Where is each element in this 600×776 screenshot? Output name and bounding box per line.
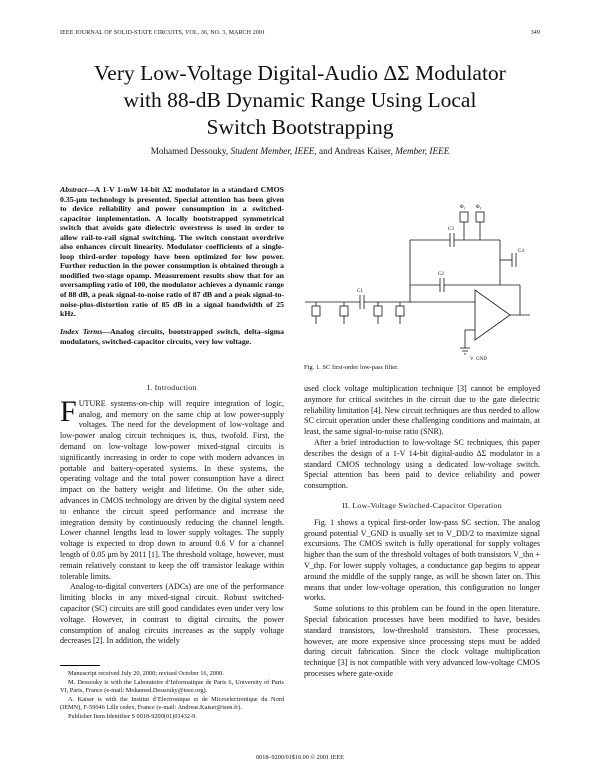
author-name: Andreas Kaiser, [334, 146, 393, 156]
switch-transistor [396, 306, 404, 316]
index-terms-text: Analog circuits, bootstrapped switch, delta–sigma modulators, switched-capacitor circuits, very low voltage. [60, 327, 285, 346]
author-name: Mohamed Dessouky, [150, 146, 229, 156]
label-c1: C1 [357, 289, 363, 294]
switch-transistor [312, 306, 320, 316]
index-terms [60, 327, 284, 346]
label-phi1: Φ₁ [460, 205, 466, 210]
footnote: Manuscript received July 20, 2000; revised October 16, 2000. [68, 670, 224, 677]
circuit-labels [357, 205, 524, 360]
label-c3: C3 [448, 227, 454, 232]
label-c4: C4 [518, 249, 524, 254]
switch-transistor [340, 306, 348, 316]
copyright-line: 0018–9200/01$10.00 © 2001 IEEE [256, 754, 344, 761]
label-c2: C2 [438, 272, 444, 277]
section-heading: I. Introduction [147, 383, 197, 392]
paragraph: Some solutions to this problem can be found in the open literature. Special fabrication processes have been modified to have, besides standard transistors, low-threshold transistors. These processes, however, are more expensive since processing steps must be added during circuit fabrication. Since the clock voltage multiplication technique [3] is not compatible with very advanced low-voltage CMOS processes where gate-oxide [304, 604, 540, 678]
footnote: Publisher Item Identifier S 0018-9200(01)01432-9. [68, 712, 197, 720]
page-number: 349 [530, 30, 540, 36]
author-role: Student Member, IEEE, [230, 146, 317, 156]
paragraph: Fig. 1 shows a typical first-order low-pass SC section. The analog ground potential V_GND is usually set to V_DD/2 to maximize signal excursions. The CMOS switch is fully operational for supply voltages higher than the sum of the threshold voltages of both transistors V_thn + V_thp. For lower supply voltages, a conductance gap begins to appear around the middle of the supply range, as will be shown later on. This means that under low-voltage operation, this configuration no longer works. [304, 517, 540, 603]
author-conjunction: and [319, 146, 333, 156]
footnote-rule [60, 665, 100, 666]
circuit-figure [300, 190, 540, 360]
opamp-symbol [475, 290, 510, 340]
index-terms-label: Index Terms— [60, 327, 111, 336]
paragraph: used clock voltage multiplication technique [3] cannot be employed anymore for critical switches in the circuit due to the gate dielectric reliability limitation [4]. New circuit techniques are thus needed to allow SC circuit operation under these challenging conditions and maintain, at least, the same signal-to-noise ratio (SNR). [304, 384, 540, 437]
abstract [60, 185, 284, 319]
switch-transistor [460, 212, 468, 222]
switch-transistor [476, 212, 484, 222]
label-vgnd: V_GND [470, 357, 487, 360]
title-line: Very Low-Voltage Digital-Audio ΔΣ Modulator [94, 61, 506, 85]
column-right [304, 384, 540, 680]
switch-transistor [374, 306, 382, 316]
author-role: Member, IEEE [395, 146, 450, 156]
column-left [60, 383, 284, 647]
section-heading: II. Low-Voltage Switched-Capacitor Operation [342, 500, 502, 510]
label-phi2: Φ₂ [476, 205, 482, 210]
paper-title [0, 60, 600, 141]
drop-cap: F [60, 394, 77, 428]
abstract-label: Abstract— [60, 185, 95, 194]
footnote: A. Kaiser is with the Institut d’Electronique et de Microelectronique du Nord (IEMN), F-59046 Lille cedex, France (e-mail: Andreas.Kaiser@isen.fr). [60, 695, 284, 712]
title-line: Switch Bootstrapping [206, 115, 394, 139]
paragraph: After a brief introduction to low-voltage SC techniques, this paper describes the design of a 1-V 14-bit digital-audio ΔΣ modulator in a standard CMOS technology using a dedicated low-voltage switch. Special attention has been paid to device reliability and power consumption. [304, 437, 540, 491]
figure-caption: Fig. 1. SC first-order low-pass filter. [304, 364, 399, 371]
abstract-text: A 1-V 1-mW 14-bit ΔΣ modulator in a standard CMOS 0.35-μm technology is presented. Special attention has been given to device reliability and power consumption in a switched-capacitor implementation. A locally bootstrapped symmetrical switch that avoids gate dielectric overstress is used in order to allow rail-to-rail signal switching. The switch constant overdrive also enhances circuit linearity. Modulator coefficients of a single-loop third-order topology have been optimized for low power. Further reduction in the power consumption is obtained through a modified two-stage opamp. Measurement results show that for an oversampling ratio of 100, the modulator achieves a dynamic range of 88 dB, a peak signal-to-noise ratio of 87 dB and a peak signal-to-noise-plus-distortion ratio of 85 dB in a signal bandwidth of 25 kHz. [60, 185, 284, 319]
footnote: M. Dessouky is with the Laboratoire d’Informatique de Paris 6, University of Paris VI, Paris, France (e-mail: Mohamed.Dessouky@ieee.org). [60, 678, 284, 695]
footnotes [60, 670, 284, 721]
title-line: with 88-dB Dynamic Range Using Local [123, 88, 477, 112]
journal-header: IEEE JOURNAL OF SOLID-STATE CIRCUITS, VOL. 36, NO. 3, MARCH 2001 [60, 30, 266, 36]
paragraph: Analog-to-digital converters (ADCs) are one of the performance limiting blocks in any mixed-signal circuit. Robust switched-capacitor (SC) circuits are still good candidates even under very low voltage. However, in contrast to digital circuits, the power consumption of analog circuits increases as the supply voltage decreases [2]. In addition, the widely [60, 582, 284, 646]
author-line [0, 146, 600, 156]
paragraph: FUTURE systems-on-chip will require integration of logic, analog, and memory on the same chip at low power-supply voltages. The need for the development of low-voltage and low-power analog circuit techniques is, thus, twofold. First, the demand on low-voltage low-power mixed-signal circuits is significantly increasing in order to cope with modern advances in portable and battery-operated systems. In these systems, the operating voltage and the total power consumption have a direct impact on the battery weight and lifetime. On the other side, advances in CMOS technology are driven by the digital system need to enhance the circuit speed performance and increase the integration density by continuously reducing the channel length. Lower channel lengths lead to lower supply voltages. The supply voltage is expected to drop down to around 0.6 V for a channel length of 0.05 μm by 2011 [1]. The threshold voltage, however, must remain relatively constant to keep the off transistor leakage within tolerable limits. [60, 394, 284, 581]
